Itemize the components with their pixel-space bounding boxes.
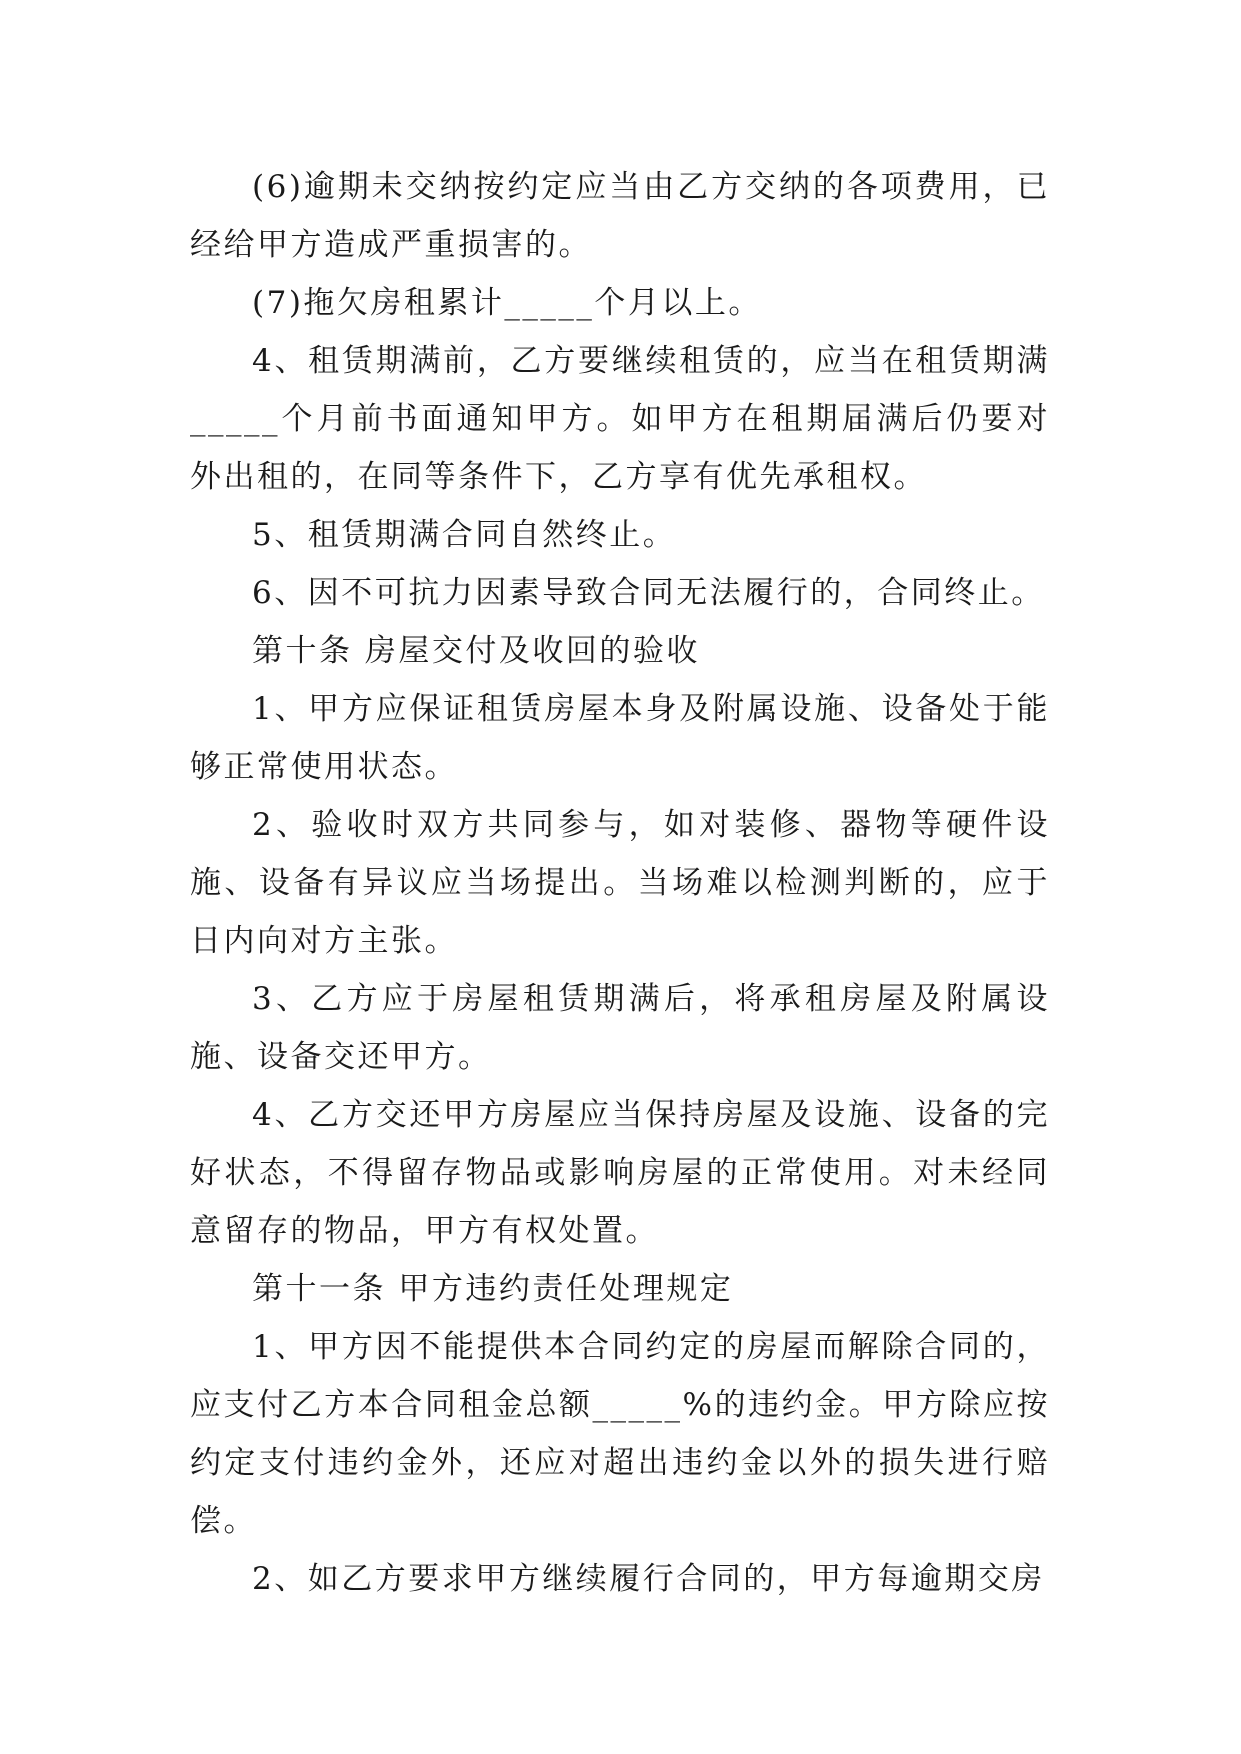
section-heading: 第十条 房屋交付及收回的验收 <box>252 633 700 669</box>
clause-paragraph: 4、租赁期满前，乙方要继续租赁的，应当在租赁期满_____个月前书面通知甲方。如甲方在租期届满后仍要对外出租的，在同等条件下，乙方享有优先承租权。 <box>190 343 1050 495</box>
clause-paragraph: (7)拖欠房租累计_____个月以上。 <box>252 285 762 321</box>
document-body <box>190 158 1050 1608</box>
clause-paragraph: 4、乙方交还甲方房屋应当保持房屋及设施、设备的完好状态，不得留存物品或影响房屋的正常使用。对未经同意留存的物品，甲方有权处置。 <box>190 1097 1050 1249</box>
section-heading: 第十一条 甲方违约责任处理规定 <box>252 1271 734 1307</box>
clause-paragraph: 1、甲方因不能提供本合同约定的房屋而解除合同的，应支付乙方本合同租金总额_____%的违约金。甲方除应按约定支付违约金外，还应对超出违约金以外的损失进行赔偿。 <box>190 1329 1050 1539</box>
clause-paragraph: 1、甲方应保证租赁房屋本身及附属设施、设备处于能够正常使用状态。 <box>190 691 1050 785</box>
clause-paragraph: 2、验收时双方共同参与，如对装修、器物等硬件设施、设备有异议应当场提出。当场难以检测判断的，应于 日内向对方主张。 <box>190 807 1050 959</box>
clause-paragraph: 3、乙方应于房屋租赁期满后，将承租房屋及附属设施、设备交还甲方。 <box>190 981 1050 1075</box>
clause-paragraph: 6、因不可抗力因素导致合同无法履行的，合同终止。 <box>252 575 1045 611</box>
clause-paragraph: 2、如乙方要求甲方继续履行合同的，甲方每逾期交房 <box>252 1561 1045 1597</box>
clause-paragraph: 5、租赁期满合同自然终止。 <box>252 517 677 553</box>
clause-paragraph: (6)逾期未交纳按约定应当由乙方交纳的各项费用，已经给甲方造成严重损害的。 <box>190 169 1050 263</box>
